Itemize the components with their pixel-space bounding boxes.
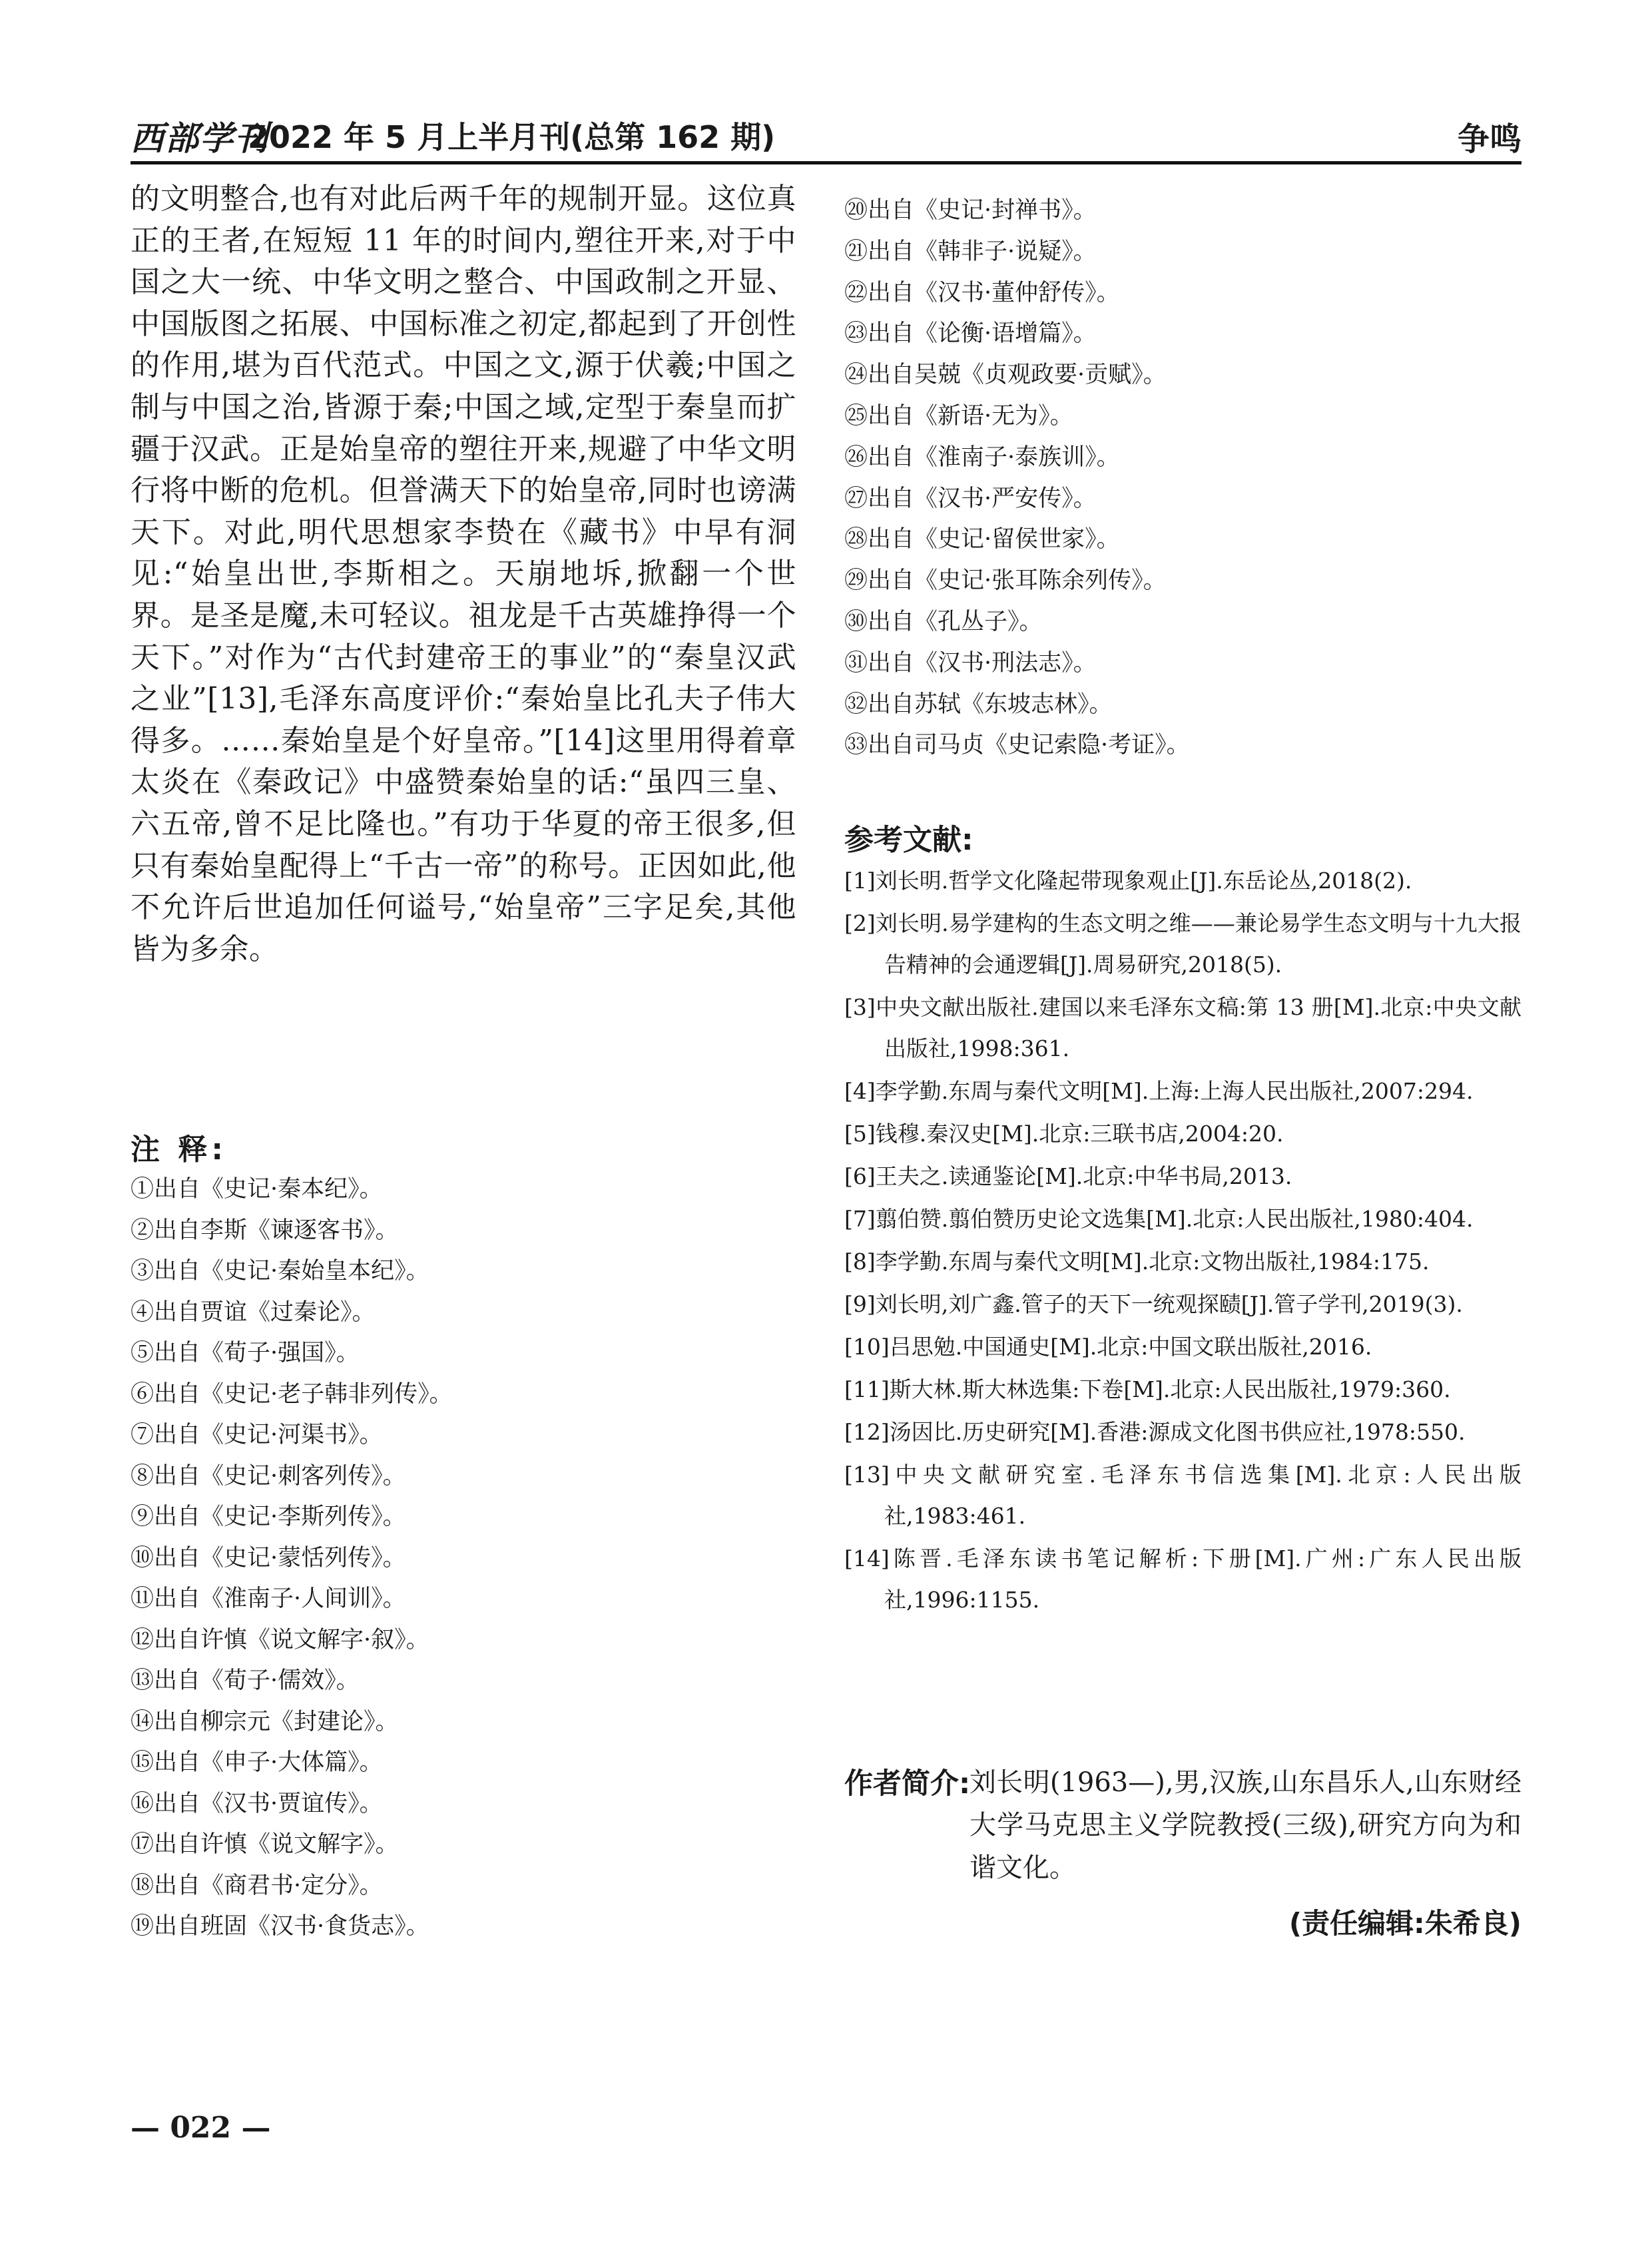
note-item: ①出自《史记·秦本纪》。 — [131, 1176, 383, 1203]
note-item: ⑯出自《汉书·贾谊传》。 — [131, 1790, 383, 1817]
issue-info: 2022 年 5 月上半月刊(总第 162 期) — [248, 119, 776, 155]
reference-item: [11]斯大林.斯大林选集:下卷[M].北京:人民出版社,1979:360. — [844, 1376, 1451, 1402]
note-item: ㉔出自吴兢《贞观政要·贡赋》。 — [844, 362, 1167, 389]
note-item: ㉜出自苏轼《东坡志林》。 — [844, 691, 1113, 718]
reference-item: [7]翦伯赞.翦伯赞历史论文选集[M].北京:人民出版社,1980:404. — [844, 1206, 1474, 1232]
references-title: 参考文献: — [844, 823, 973, 857]
note-item: ⑪出自《淮南子·人间训》。 — [131, 1585, 406, 1612]
author-label: 作者简介: — [844, 1767, 971, 1801]
journal-name: 西部学刊 — [131, 119, 269, 158]
reference-item: [9]刘长明,刘广鑫.管子的天下一统观探赜[J].管子学刊,2019(3). — [844, 1291, 1463, 1317]
header-rule — [131, 161, 1521, 164]
responsible-editor: (责任编辑:朱希良) — [1288, 1907, 1521, 1940]
note-item: ⑮出自《申子·大体篇》。 — [131, 1749, 383, 1776]
note-item: ㉚出自《孔丛子》。 — [844, 608, 1043, 635]
note-item: ⑧出自《史记·刺客列传》。 — [131, 1462, 406, 1490]
note-item: ㉗出自《汉书·严安传》。 — [844, 485, 1097, 512]
note-item: ㉓出自《论衡·语增篇》。 — [844, 320, 1097, 348]
note-item: ②出自李斯《谏逐客书》。 — [131, 1217, 399, 1244]
reference-item: [3]中央文献出版社.建国以来毛泽东文稿:第 13 册[M].北京:中央文献出版社,1998:361. — [844, 994, 1521, 1061]
note-item: ⑫出自许慎《说文解字·叙》。 — [131, 1626, 429, 1653]
note-item: ⑲出自班固《汉书·食货志》。 — [131, 1913, 429, 1940]
note-item: ⑤出自《荀子·强国》。 — [131, 1340, 360, 1366]
author-text: 刘长明(1963—),男,汉族,山东昌乐人,山东财经大学马克思主义学院教授(三级),研究方向为和谐文化。 — [969, 1767, 1521, 1883]
note-item: ㉑出自《韩非子·说疑》。 — [844, 238, 1097, 265]
note-item: ㉕出自《新语·无为》。 — [844, 402, 1073, 429]
section-name: 争鸣 — [1457, 121, 1521, 158]
note-item: ⑬出自《荀子·儒效》。 — [131, 1667, 360, 1694]
body-text — [131, 178, 796, 970]
note-item: ⑳出自《史记·封禅书》。 — [844, 197, 1097, 224]
note-item: ㉖出自《淮南子·泰族训》。 — [844, 443, 1120, 471]
note-item: ⑥出自《史记·老子韩非列传》。 — [131, 1380, 453, 1408]
note-item: ㉘出自《史记·留侯世家》。 — [844, 526, 1120, 553]
page-header — [131, 112, 1521, 158]
note-item: ㉒出自《汉书·董仲舒传》。 — [844, 279, 1120, 306]
note-item: ⑦出自《史记·河渠书》。 — [131, 1422, 383, 1448]
note-item: ㉙出自《史记·张耳陈余列传》。 — [844, 567, 1167, 595]
reference-item: [5]钱穆.秦汉史[M].北京:三联书店,2004:20. — [844, 1121, 1284, 1147]
note-item: ⑨出自《史记·李斯列传》。 — [131, 1504, 406, 1530]
notes-list-left — [131, 1169, 796, 1948]
note-item: ㉝出自司马贞《史记索隐·考证》。 — [844, 732, 1190, 759]
reference-item: [6]王夫之.读通鉴论[M].北京:中华书局,2013. — [844, 1163, 1292, 1189]
note-item: ⑱出自《商君书·定分》。 — [131, 1872, 383, 1899]
reference-item: [14]陈晋.毛泽东读书笔记解析:下册[M].广州:广东人民出版社,1996:1155. — [844, 1545, 1521, 1613]
body-paragraph: 的文明整合,也有对此后两千年的规制开显。这位真正的王者,在短短 11 年的时间内,塑往开来,对于中国之大一统、中华文明之整合、中国政制之开显、中国版图之拓展、中国标准之初定,都起到了开创性的作用,堪为百代范式。中国之文,源于伏羲;中国之制与中国之治,皆源于秦;中国之域,定型于秦皇而扩疆于汉武。正是始皇帝的塑往开来,规避了中华文明行将中断的危机。但誉满天下的始皇帝,同时也谤满天下。对此,明代思想家李贽在《藏书》中早有洞见:“始皇出世,李斯相之。天崩地坼,掀翻一个世界。是圣是魔,未可轻议。祖龙是千古英雄挣得一个天下。”对作为“古代封建帝王的事业”的“秦皇汉武之业”[13],毛泽东高度评价:“秦始皇比孔夫子伟大得多。……秦始皇是个好皇帝。”[14]这里用得着章太炎在《秦政记》中盛赞秦始皇的话:“虽四三皇、六五帝,曾不足比隆也。”有功于华夏的帝王很多,但只有秦始皇配得上“千古一帝”的称号。正因如此,他不允许后世追加任何谥号,“始皇帝”三字足矣,其他皆为多余。 — [131, 182, 796, 966]
reference-item: [4]李学勤.东周与秦代文明[M].上海:上海人民出版社,2007:294. — [844, 1078, 1474, 1104]
notes-list-right — [844, 190, 1510, 766]
page-number: — 022 — — [131, 2111, 271, 2145]
reference-item: [10]吕思勉.中国通史[M].北京:中国文联出版社,2016. — [844, 1334, 1372, 1360]
reference-item: [2]刘长明.易学建构的生态文明之维——兼论易学生态文明与十九大报告精神的会通逻辑[J].周易研究,2018(5). — [844, 910, 1521, 978]
reference-item: [1]刘长明.哲学文化隆起带现象观止[J].东岳论丛,2018(2). — [844, 868, 1412, 894]
note-item: ⑩出自《史记·蒙恬列传》。 — [131, 1544, 406, 1571]
reference-item: [13]中央文献研究室.毛泽东书信选集[M].北京:人民出版社,1983:461. — [844, 1462, 1521, 1529]
reference-item: [8]李学勤.东周与秦代文明[M].北京:文物出版社,1984:175. — [844, 1249, 1430, 1274]
note-item: ④出自贾谊《过秦论》。 — [131, 1298, 376, 1326]
notes-title: 注 释: — [131, 1133, 227, 1167]
note-item: ③出自《史记·秦始皇本纪》。 — [131, 1258, 429, 1284]
note-item: ⑭出自柳宗元《封建论》。 — [131, 1708, 399, 1735]
references-list — [844, 860, 1521, 1622]
note-item: ⑰出自许慎《说文解字》。 — [131, 1831, 399, 1858]
reference-item: [12]汤因比.历史研究[M].香港:源成文化图书供应社,1978:550. — [844, 1419, 1466, 1445]
note-item: ㉛出自《汉书·刑法志》。 — [844, 649, 1097, 677]
